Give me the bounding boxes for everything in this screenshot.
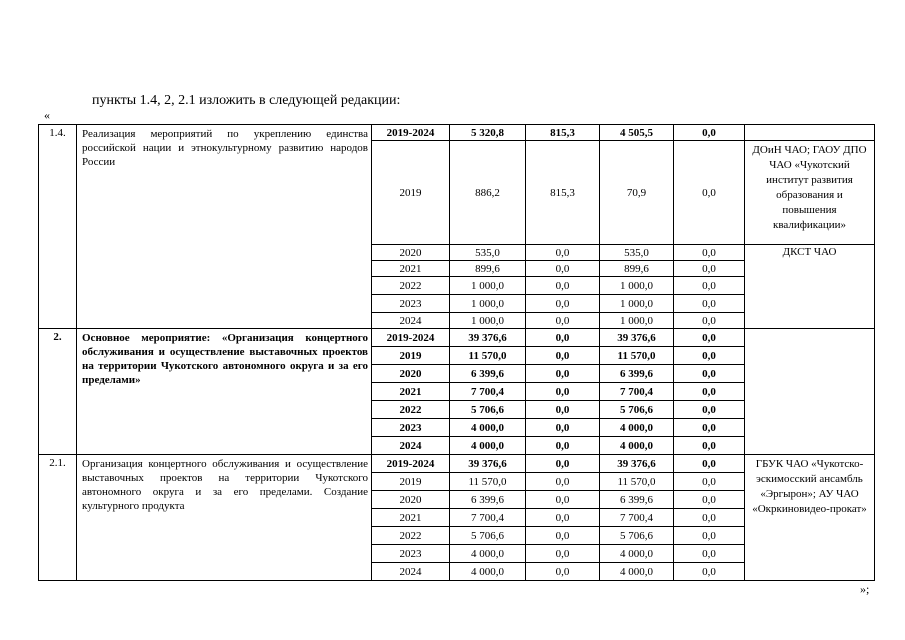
cell-federal: 0,0 [526, 491, 600, 509]
cell-regional: 899,6 [600, 261, 674, 277]
cell-period: 2021 [372, 261, 450, 277]
cell-federal: 0,0 [526, 245, 600, 261]
section-number: 2.1. [39, 455, 77, 581]
cell-period: 2022 [372, 277, 450, 295]
executor-empty [745, 329, 875, 455]
cell-period: 2022 [372, 401, 450, 419]
cell-total: 7 700,4 [450, 509, 526, 527]
executor-cell: ГБУК ЧАО «Чукотско-эскимосский ансамбль «Эргырон»; АУ ЧАО «Окркиновидео-прокат» [745, 455, 875, 581]
cell-federal: 0,0 [526, 347, 600, 365]
section-name: Реализация мероприятий по укреплению единства российской нации и этнокультурному развитию народов России [77, 125, 372, 329]
cell-period: 2021 [372, 383, 450, 401]
cell-federal: 0,0 [526, 455, 600, 473]
cell-period: 2023 [372, 295, 450, 313]
cell-total: 535,0 [450, 245, 526, 261]
cell-federal: 0,0 [526, 313, 600, 329]
cell-total: 7 700,4 [450, 383, 526, 401]
cell-total: 886,2 [450, 141, 526, 245]
cell-period: 2023 [372, 545, 450, 563]
cell-other: 0,0 [674, 313, 745, 329]
cell-federal: 0,0 [526, 329, 600, 347]
cell-regional: 4 505,5 [600, 125, 674, 141]
cell-period: 2019-2024 [372, 329, 450, 347]
cell-regional: 5 706,6 [600, 527, 674, 545]
section-name: Организация концертного обслуживания и осуществление выставочных проектов на территории Чукотского автономного округа и за его пределами. Создание культурного продукта [77, 455, 372, 581]
cell-total: 4 000,0 [450, 419, 526, 437]
cell-total: 1 000,0 [450, 277, 526, 295]
executor-cell: ДОиН ЧАО; ГАОУ ДПО ЧАО «Чукотский институт развития образования и повышения квалификации» [745, 141, 875, 245]
cell-regional: 4 000,0 [600, 419, 674, 437]
cell-period: 2019 [372, 141, 450, 245]
cell-regional: 4 000,0 [600, 563, 674, 581]
cell-regional: 4 000,0 [600, 545, 674, 563]
cell-regional: 1 000,0 [600, 295, 674, 313]
executor-cell: ДКСТ ЧАО [745, 245, 875, 329]
cell-other: 0,0 [674, 245, 745, 261]
cell-federal: 0,0 [526, 473, 600, 491]
cell-total: 899,6 [450, 261, 526, 277]
cell-other: 0,0 [674, 419, 745, 437]
cell-federal: 0,0 [526, 401, 600, 419]
cell-total: 4 000,0 [450, 437, 526, 455]
cell-other: 0,0 [674, 401, 745, 419]
cell-federal: 0,0 [526, 545, 600, 563]
cell-total: 6 399,6 [450, 365, 526, 383]
cell-other: 0,0 [674, 383, 745, 401]
intro-text: пункты 1.4, 2, 2.1 изложить в следующей редакции: [92, 93, 401, 108]
cell-other: 0,0 [674, 527, 745, 545]
table-row [39, 455, 875, 473]
cell-federal: 0,0 [526, 509, 600, 527]
cell-other: 0,0 [674, 455, 745, 473]
cell-regional: 39 376,6 [600, 455, 674, 473]
cell-regional: 6 399,6 [600, 365, 674, 383]
cell-total: 6 399,6 [450, 491, 526, 509]
cell-other: 0,0 [674, 473, 745, 491]
cell-period: 2019-2024 [372, 125, 450, 141]
cell-regional: 6 399,6 [600, 491, 674, 509]
cell-other: 0,0 [674, 347, 745, 365]
cell-period: 2020 [372, 245, 450, 261]
cell-federal: 815,3 [526, 141, 600, 245]
cell-other: 0,0 [674, 437, 745, 455]
cell-other: 0,0 [674, 545, 745, 563]
cell-period: 2022 [372, 527, 450, 545]
cell-total: 1 000,0 [450, 295, 526, 313]
cell-period: 2021 [372, 509, 450, 527]
cell-regional: 1 000,0 [600, 277, 674, 295]
cell-total: 5 320,8 [450, 125, 526, 141]
cell-federal: 0,0 [526, 419, 600, 437]
cell-regional: 11 570,0 [600, 347, 674, 365]
cell-total: 11 570,0 [450, 347, 526, 365]
cell-regional: 7 700,4 [600, 383, 674, 401]
cell-total: 11 570,0 [450, 473, 526, 491]
executor-empty [745, 125, 875, 141]
cell-federal: 0,0 [526, 437, 600, 455]
cell-regional: 5 706,6 [600, 401, 674, 419]
cell-period: 2024 [372, 563, 450, 581]
close-quote: »; [860, 582, 870, 596]
cell-period: 2024 [372, 313, 450, 329]
cell-regional: 535,0 [600, 245, 674, 261]
section-number: 2. [39, 329, 77, 455]
cell-total: 5 706,6 [450, 401, 526, 419]
cell-period: 2020 [372, 491, 450, 509]
cell-period: 2019 [372, 347, 450, 365]
cell-other: 0,0 [674, 295, 745, 313]
cell-federal: 0,0 [526, 261, 600, 277]
table-row [39, 125, 875, 141]
cell-regional: 11 570,0 [600, 473, 674, 491]
cell-federal: 0,0 [526, 277, 600, 295]
cell-regional: 70,9 [600, 141, 674, 245]
cell-other: 0,0 [674, 141, 745, 245]
cell-regional: 1 000,0 [600, 313, 674, 329]
cell-federal: 0,0 [526, 365, 600, 383]
cell-other: 0,0 [674, 329, 745, 347]
cell-total: 39 376,6 [450, 455, 526, 473]
cell-federal: 0,0 [526, 383, 600, 401]
cell-other: 0,0 [674, 365, 745, 383]
cell-other: 0,0 [674, 125, 745, 141]
cell-federal: 815,3 [526, 125, 600, 141]
cell-federal: 0,0 [526, 527, 600, 545]
cell-period: 2023 [372, 419, 450, 437]
cell-regional: 39 376,6 [600, 329, 674, 347]
cell-other: 0,0 [674, 261, 745, 277]
open-quote: « [44, 108, 50, 122]
cell-period: 2024 [372, 437, 450, 455]
cell-total: 4 000,0 [450, 563, 526, 581]
cell-total: 1 000,0 [450, 313, 526, 329]
cell-total: 4 000,0 [450, 545, 526, 563]
cell-total: 39 376,6 [450, 329, 526, 347]
section-number: 1.4. [39, 125, 77, 329]
program-table [38, 124, 875, 581]
cell-other: 0,0 [674, 277, 745, 295]
cell-federal: 0,0 [526, 295, 600, 313]
cell-federal: 0,0 [526, 563, 600, 581]
cell-regional: 4 000,0 [600, 437, 674, 455]
cell-period: 2019 [372, 473, 450, 491]
cell-total: 5 706,6 [450, 527, 526, 545]
cell-period: 2019-2024 [372, 455, 450, 473]
table-row [39, 329, 875, 347]
cell-regional: 7 700,4 [600, 509, 674, 527]
cell-other: 0,0 [674, 563, 745, 581]
cell-period: 2020 [372, 365, 450, 383]
section-name: Основное мероприятие: «Организация концертного обслуживания и осуществление выставочных проектов на территории Чукотского автономного округа и за его пределами» [77, 329, 372, 455]
cell-other: 0,0 [674, 491, 745, 509]
cell-other: 0,0 [674, 509, 745, 527]
